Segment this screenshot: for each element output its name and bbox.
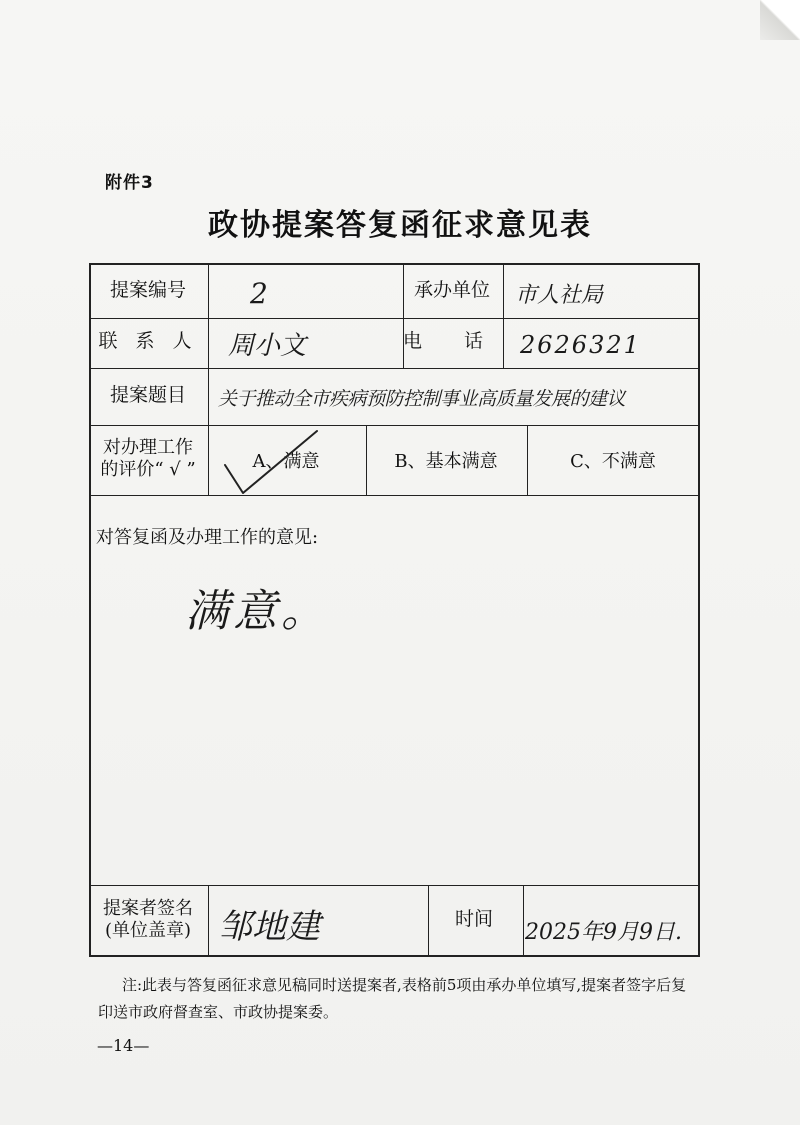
col-divider xyxy=(208,885,209,957)
phone-value: 2626321 xyxy=(520,331,641,359)
opinion-value: 满意。 xyxy=(185,586,329,637)
attachment-label: 附件3 xyxy=(105,173,154,193)
phone-label: 电 话 xyxy=(402,330,502,353)
signature-label xyxy=(90,884,206,956)
contact-value: 周小文 xyxy=(228,330,307,361)
option-satisfied[interactable]: A、满意 xyxy=(252,451,320,472)
handling-unit-label: 承办单位 xyxy=(413,279,490,302)
page-number: —14— xyxy=(97,1036,150,1055)
option-basically-satisfied[interactable]: B、基本满意 xyxy=(394,451,498,472)
row-divider xyxy=(91,495,698,496)
col-divider xyxy=(523,885,524,957)
footnote: 注:此表与答复函征求意见稿同时送提案者,表格前5项由承办单位填写,提案者签字后复印送市政府督查室、市政协提案委。 xyxy=(98,976,687,1021)
evaluation-label xyxy=(90,424,206,494)
topic-value: 关于推动全市疾病预防控制事业高质量发展的建议 xyxy=(218,387,626,410)
page-title: 政协提案答复函征求意见表 xyxy=(208,208,592,243)
signature-value: 邹地建 xyxy=(218,906,320,947)
time-label: 时间 xyxy=(454,908,493,931)
signature-label-line1: 提案者签名 xyxy=(103,897,193,919)
handling-unit-value: 市人社局 xyxy=(515,282,604,308)
topic-label: 提案题目 xyxy=(109,383,186,406)
evaluation-label-line2: 的评价“ √ ” xyxy=(100,459,196,480)
col-divider xyxy=(503,265,504,368)
page-corner-fold xyxy=(760,0,800,40)
contact-label: 联 系 人 xyxy=(98,330,198,353)
time-value: 2025年9月9日. xyxy=(525,919,682,945)
proposal-number-value: 2 xyxy=(250,276,268,310)
signature-label-line2: (单位盖章) xyxy=(104,920,192,941)
opinion-label: 对答复函及办理工作的意见: xyxy=(96,527,319,548)
evaluation-label-line1: 对办理工作 xyxy=(103,436,193,458)
proposal-number-label: 提案编号 xyxy=(109,279,186,302)
checkmark-icon xyxy=(215,425,335,505)
option-not-satisfied[interactable]: C、不满意 xyxy=(570,451,656,472)
